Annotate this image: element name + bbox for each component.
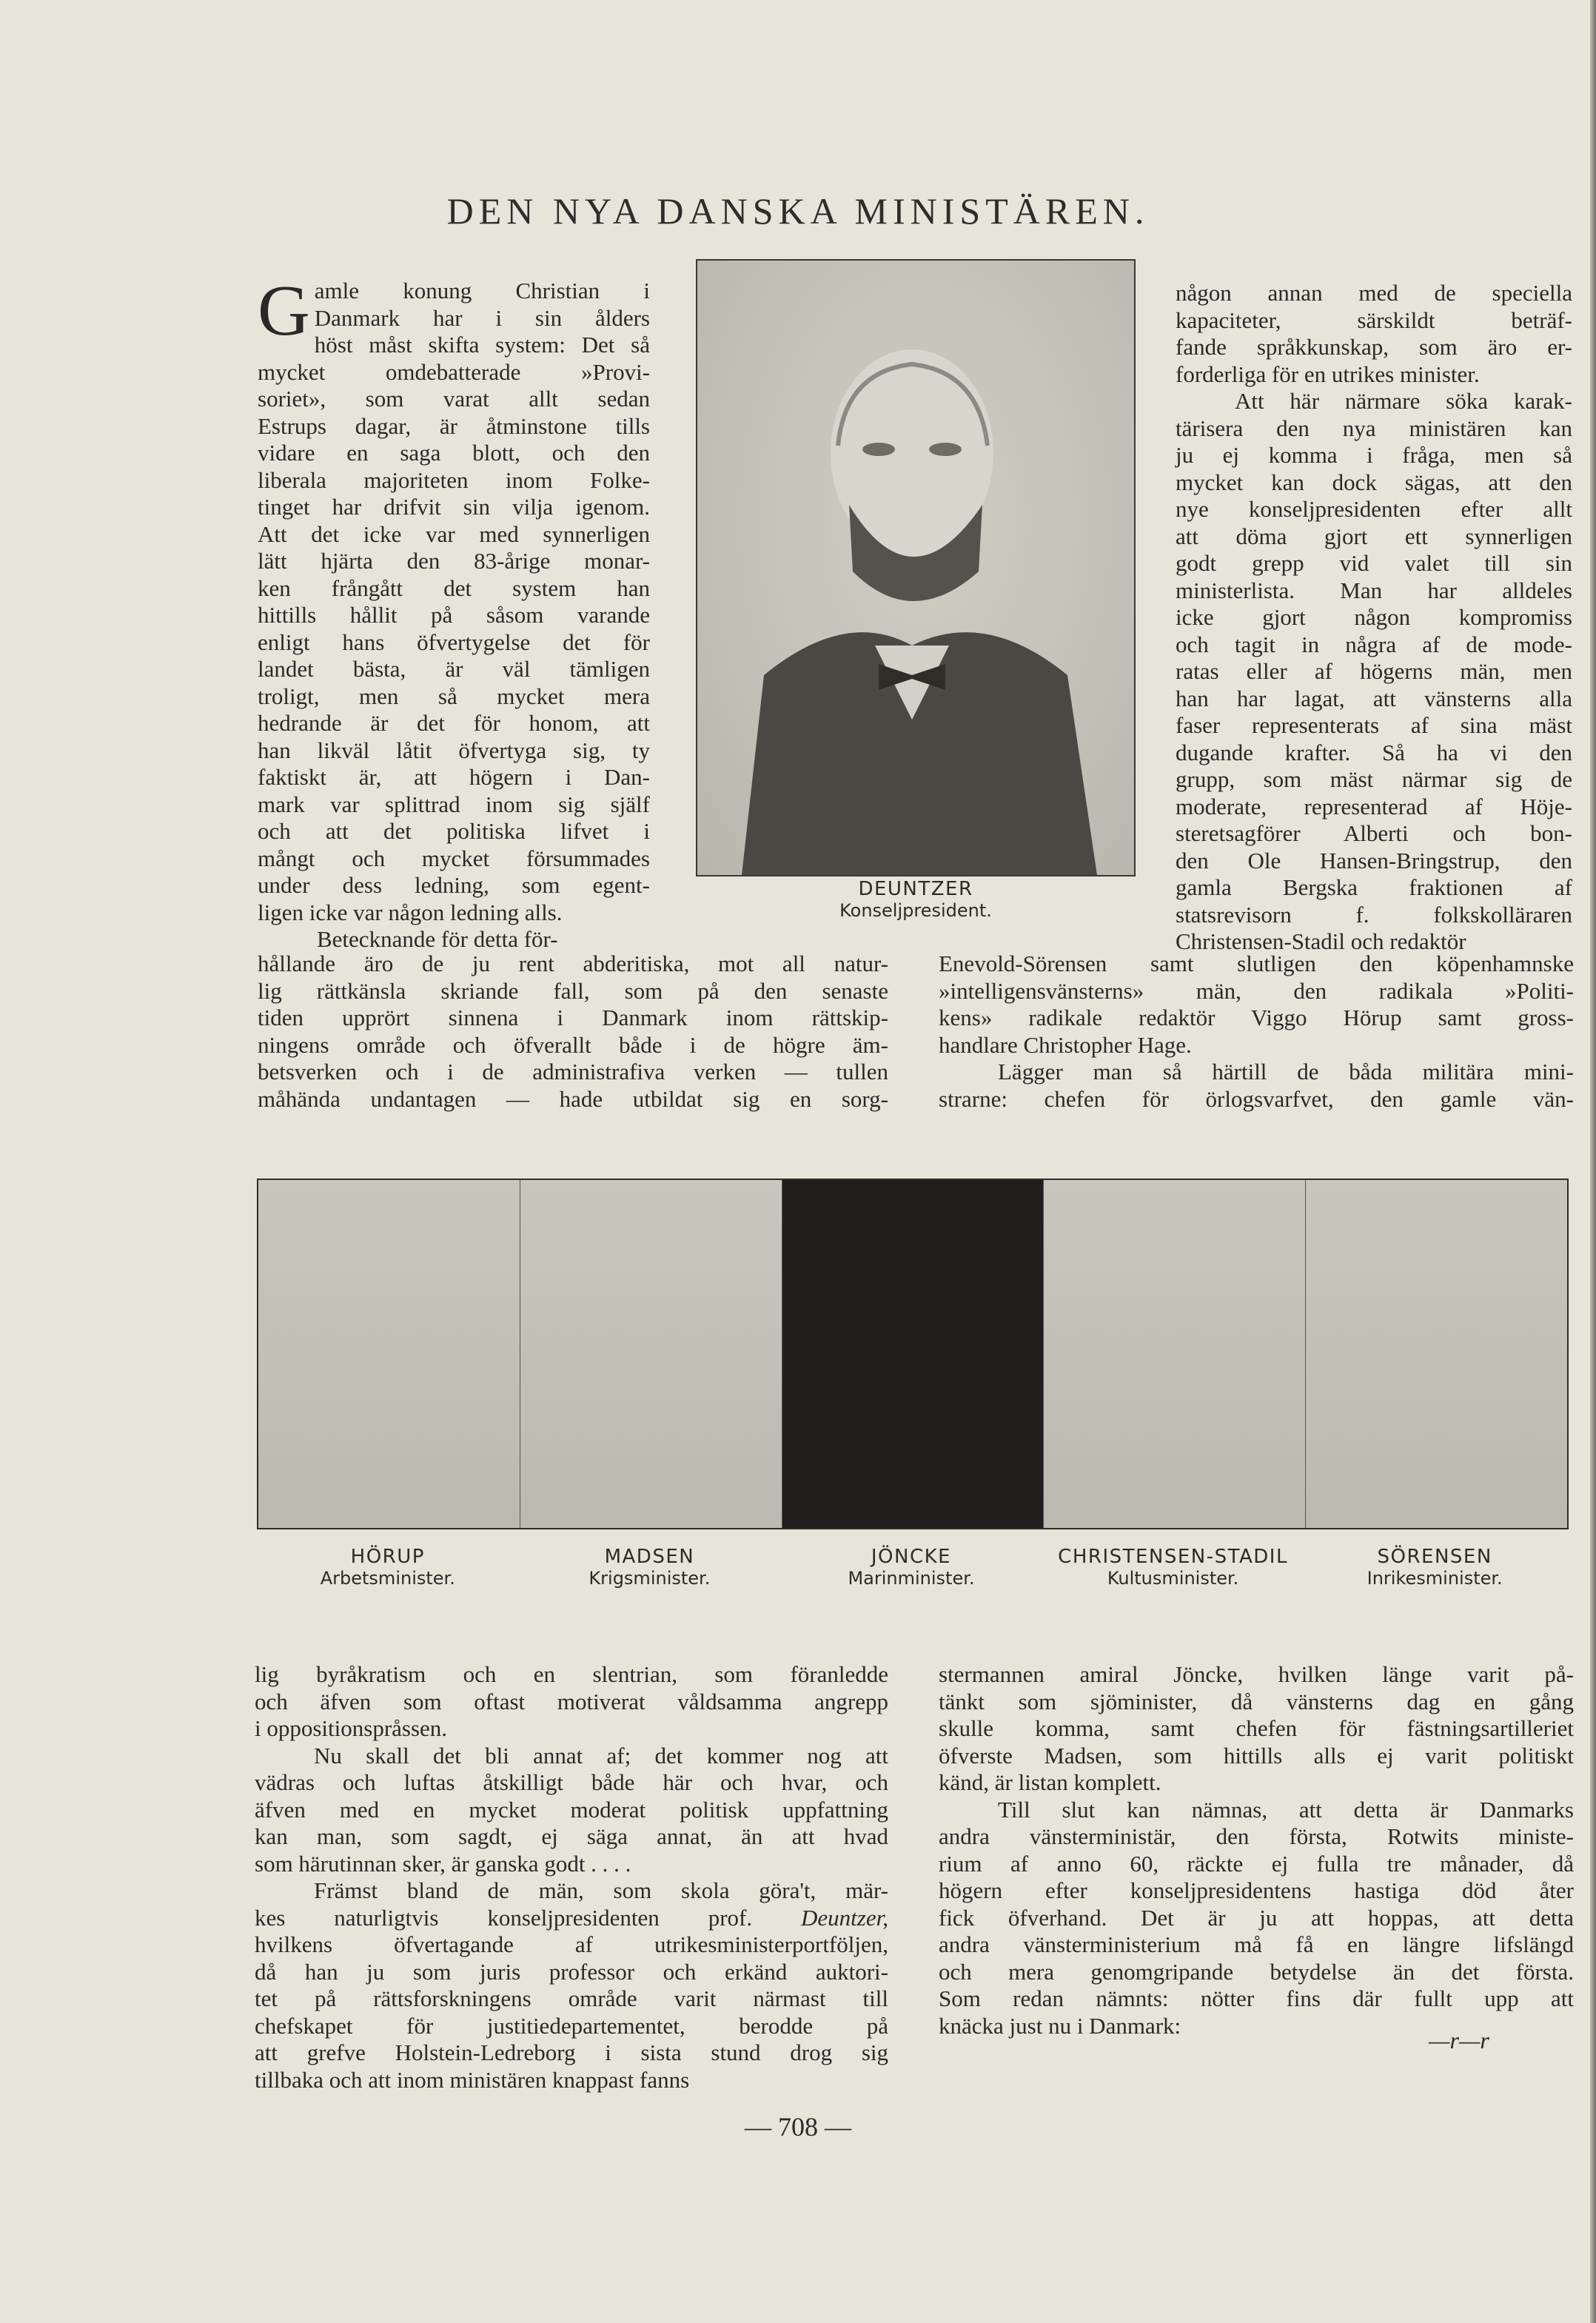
text-line: mark var splittrad inom sig själf (258, 791, 650, 817)
column-left-wide (258, 951, 888, 1113)
text-line: rium af anno 60, räckte ej fulla tre månader, då (939, 1850, 1574, 1877)
text-line: höst måst skifta system: Det så (314, 332, 650, 358)
text-line: Främst bland de män, som skola göra't, mär- (314, 1877, 888, 1903)
text-line: kan man, som sagdt, ej säga annat, än att hvad (255, 1823, 888, 1849)
text-line: hvilkens öfvertagande af utrikesministerportföljen, (255, 1931, 888, 1957)
portrait-figure-icon (697, 261, 1134, 875)
text-line: handlare Christopher Hage. (939, 1031, 1192, 1058)
portrait-role: Konseljpresident. (839, 900, 992, 921)
text-line: och tagit in några af de mode- (1176, 631, 1572, 657)
text-line: ju ej komma i fråga, men så (1176, 442, 1572, 468)
text-line: enligt hans öfvertygelse det för (258, 628, 650, 655)
column-left-top (258, 271, 650, 953)
text-line: högern efter konseljpresidentens hastiga död åter (939, 1877, 1574, 1903)
text-line: den Ole Hansen-Bringstrup, den (1176, 847, 1572, 874)
text-line: kapaciteter, särskildt beträf- (1176, 306, 1572, 333)
text-line: stermannen amiral Jöncke, hvilken länge varit på- (939, 1661, 1574, 1687)
text-line: tiden upprört sinnena i Danmark inom rättskip- (258, 1005, 888, 1030)
text-line: ligen icke var någon ledning alls. (258, 899, 563, 925)
text-line: »intelligensvänsterns» män, den radikala »Politi- (939, 977, 1574, 1004)
column-right-top (1176, 280, 1572, 956)
text-line: liberala majoriteten inom Folke- (258, 466, 650, 493)
text-line: statsrevisorn f. folkskolläraren (1176, 901, 1572, 928)
portrait-strip (257, 1179, 1569, 1529)
text-line: godt grepp vid valet till sin (1176, 550, 1572, 576)
text-line: tärisera den nya ministären kan (1176, 415, 1572, 441)
text-line: strarne: chefen för örlogsvarfvet, den gamle vän- (939, 1085, 1574, 1112)
text-line: forderliga för en utrikes minister. (1176, 361, 1480, 387)
portrait-captions (257, 1546, 1566, 1589)
text-line: som härutinnan sker, är ganska godt . . . . (255, 1850, 631, 1877)
portrait-horup (258, 1180, 520, 1528)
text-line: lig rättkänsla skriande fall, som på den senaste (258, 977, 888, 1004)
column-bottom-right (939, 1661, 1574, 2039)
paragraph-lines (258, 271, 650, 953)
text-line: i oppositionspråssen. (255, 1715, 448, 1741)
italic-name: Deuntzer, (801, 1904, 888, 1931)
text-line: och äfven som oftast motiverat våldsamma angrepp (255, 1688, 888, 1714)
text-line: Nu skall det bli annat af; det kommer nog att (314, 1742, 888, 1769)
portrait-madsen (520, 1180, 782, 1528)
text-line: fande språkkunskap, som äro er- (1176, 334, 1572, 360)
text-line: tillbaka och att inom ministären knappast fanns (255, 2066, 690, 2093)
caption-deuntzer (696, 878, 1136, 921)
text-line: äfven med en mycket moderat politisk uppfattning (255, 1796, 888, 1823)
text-line: Att det icke var med synnerligen (258, 520, 650, 547)
text-line: Som redan nämnts: nötter fins där fullt upp att (939, 1985, 1574, 2011)
text-line: ken frångått det system han (258, 574, 650, 601)
text-line: faktiskt är, att högern i Dan- (258, 764, 650, 790)
text-line: hittills hållit på såsom varande (258, 602, 650, 628)
text-line: mångt och mycket försummades (258, 845, 650, 871)
text-line: då han ju som juris professor och erkänd auktori- (255, 1958, 888, 1985)
text-line: dugande krafter. Så ha vi den (1176, 739, 1572, 765)
text-line: någon annan med de speciella (1176, 280, 1572, 306)
text-line: soriet», som varat allt sedan (258, 386, 650, 412)
author-signature: —r—r (1429, 2027, 1489, 2054)
text-line: amle konung Christian i (314, 278, 650, 304)
text-line: han har lagat, att vänsterns alla (1176, 685, 1572, 711)
text-line: hedrande är det för honom, att (258, 710, 650, 736)
text-line: nye konseljpresidenten efter allt (1176, 496, 1572, 522)
text-line: öfverste Madsen, som hittills alls ej varit politiskt (939, 1742, 1574, 1769)
text-line: Danmark har i sin ålders (314, 304, 650, 331)
article-title: DEN NYA DANSKA MINISTÄREN. (446, 190, 1150, 232)
caption-horup: HÖRUP Arbetsminister. (320, 1546, 455, 1589)
text-line: troligt, men så mycket mera (258, 683, 650, 709)
text-line: måhända undantagen — hade utbildat sig en sorg- (258, 1085, 888, 1112)
text-line: ningens område och öfverallt både i de högre äm- (258, 1031, 888, 1058)
column-bottom-left (255, 1661, 888, 2094)
text-line: känd, är listan komplett. (939, 1769, 1161, 1795)
text-line: andra vänsterministerium må få en längre lifslängd (939, 1931, 1574, 1957)
text-line: steretsagförer Alberti och bon- (1176, 820, 1572, 846)
text-line: att grefve Holstein-Ledreborg i sista stund drog sig (255, 2039, 888, 2065)
text-line: fick öfverhand. Det är ju att hoppas, att detta (939, 1904, 1574, 1931)
text-line: han likväl låtit öfvertyga sig, ty (258, 737, 650, 763)
text-line: Enevold-Sörensen samt slutligen den köpenhamnske (939, 951, 1574, 976)
column-right-wide (939, 951, 1574, 1113)
caption-madsen: MADSEN Krigsminister. (589, 1546, 711, 1589)
text-line: andra vänsterministär, den första, Rotwits ministe- (939, 1823, 1574, 1849)
text-line: gamla Bergska fraktionen af (1176, 874, 1572, 900)
text-line: Till slut kan nämnas, att detta är Danmarks (998, 1796, 1574, 1823)
text-line: tinget har drifvit sin vilja igenom. (258, 494, 650, 520)
text-line: och att det politiska lifvet i (258, 818, 650, 844)
portrait-joncke (782, 1180, 1045, 1528)
text-line: chefskapet för justitiedepartementet, berodde på (255, 2012, 888, 2039)
text-line: Lägger man så härtill de båda militära mini- (998, 1059, 1574, 1085)
portrait-name: DEUNTZER (858, 878, 973, 900)
page-edge (1590, 0, 1596, 2323)
text-line: grupp, som mäst närmar sig de (1176, 766, 1572, 792)
text-line: knäcka just nu i Danmark: (939, 2012, 1181, 2039)
page-number: — 708 — (745, 2112, 851, 2142)
text-line: icke gjort någon kompromiss (1176, 604, 1572, 630)
text-line: ministerlista. Man har alldeles (1176, 577, 1572, 603)
text-line: att döma gjort ett synnerligen (1176, 523, 1572, 549)
text-line: under dess ledning, som egent- (258, 872, 650, 898)
text-line: Betecknande för detta för- (317, 926, 558, 952)
text-line: Att här närmare söka karak- (1235, 388, 1572, 414)
portrait-sorensen (1306, 1180, 1567, 1528)
text-line: betsverken och i de administrafiva verken — tullen (258, 1059, 888, 1085)
portrait-christensen-stadil (1044, 1180, 1306, 1528)
text-line: lätt hjärta den 83-årige monar- (258, 548, 650, 574)
text-line: ratas eller af högerns män, men (1176, 658, 1572, 684)
portrait-deuntzer (696, 259, 1136, 876)
text-line: och mera genomgripande betydelse än det första. (939, 1958, 1574, 1985)
caption-sorensen: SÖRENSEN Inrikesminister. (1367, 1546, 1503, 1589)
text-line: landet bästa, är väl tämligen (258, 656, 650, 682)
text-line: tet på rättsforskningens område varit närmast till (255, 1985, 888, 2011)
text-line: mycket kan dock sägas, att den (1176, 469, 1572, 495)
text-line: tänkt som sjöminister, då vänsterns dag en gång (939, 1688, 1574, 1714)
text-line: moderate, representerad af Höje- (1176, 793, 1572, 819)
caption-christensen-stadil: CHRISTENSEN-STADIL Kultusminister. (1058, 1546, 1288, 1589)
text-line: Christensen-Stadil och redaktör (1176, 928, 1466, 954)
text-line: hållande äro de ju rent abderitiska, mot all natur- (258, 951, 888, 976)
drop-cap: G (258, 271, 310, 351)
text-line: Estrups dagar, är åtminstone tills (258, 412, 650, 439)
caption-joncke: JÖNCKE Marinminister. (848, 1546, 975, 1589)
text-line: vädras och luftas åtskilligt både här och hvar, och (255, 1769, 888, 1795)
text-line: vidare en saga blott, och den (258, 440, 650, 466)
text-line: kes naturligtvis konseljpresidenten prof. Deuntzer, (255, 1904, 888, 1931)
text-line: skulle komma, samt chefen för fästningsartilleriet (939, 1715, 1574, 1741)
text-line: mycket omdebatterade »Provi- (258, 358, 650, 385)
text-line: lig byråkratism och en slentrian, som föranledde (255, 1661, 888, 1687)
text-line: faser representerats af sina mäst (1176, 712, 1572, 738)
text-line: kens» radikale redaktör Viggo Hörup samt gross- (939, 1005, 1574, 1030)
